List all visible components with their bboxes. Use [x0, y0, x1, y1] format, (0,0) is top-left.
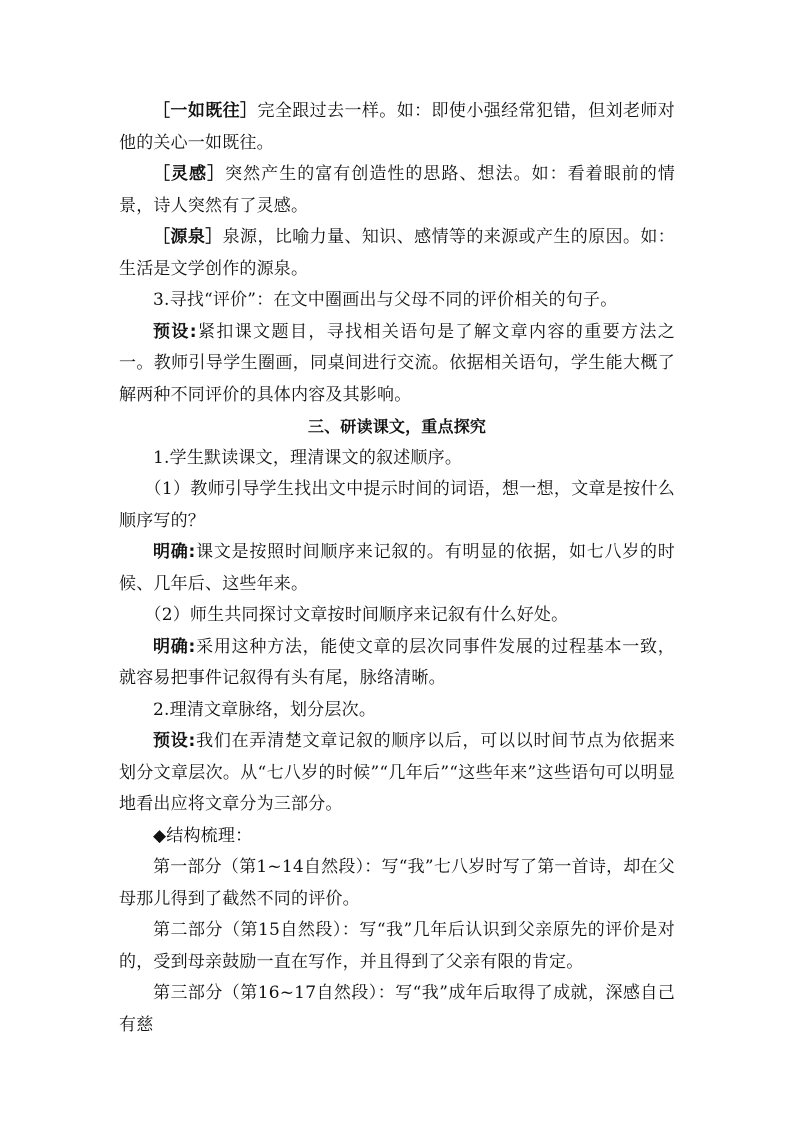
- vocab-definition: 泉源，比喻力量、知识、感情等的来源或产生的原因。如：生活是文学创作的源泉。: [119, 227, 675, 279]
- structure-part-3: 第三部分（第16~17自然段）：写“我”成年后取得了成就，深感自己有慈: [119, 983, 675, 1035]
- vocab-entry-yuanquan: [119, 222, 675, 285]
- sub-task-1: （1）教师引导学生找出文中提示时间的词语，想一想，文章是按什么顺序写的？: [119, 479, 675, 531]
- structure-part-2: 第二部分（第15自然段）：写“我”几年后认识到父亲原先的评价是对的，受到母亲鼓励一直在写作，并且得到了父亲有限的肯定。: [119, 920, 675, 972]
- preset-label: 预设:: [153, 321, 197, 342]
- preset-text: 紧扣课文题目，寻找相关语句是了解文章内容的重要方法之一。教师引导学生圈画，同桌间进行交流。依据相关语句，学生能大概了解两种不同评价的具体内容及其影响。: [119, 321, 676, 405]
- document-body: [119, 96, 675, 1041]
- preset-text: 我们在弄清楚文章记叙的顺序以后，可以以时间节点为依据来划分文章层次。从“七八岁的时候”“几年后”“这些年来”这些语句可以明显地看出应将文章分为三部分。: [119, 731, 675, 814]
- vocab-definition: 突然产生的富有创造性的思路、想法。如：看着眼前的情景，诗人突然有了灵感。: [119, 164, 675, 216]
- vocab-term: ［源泉］: [153, 227, 223, 247]
- preset-paragraph: [119, 317, 675, 412]
- vocab-definition: 完全跟过去一样。如：即使小强经常犯错，但刘老师对他的关心一如既往。: [119, 101, 675, 153]
- sub-task-2: （2）师生共同探讨文章按时间顺序来记叙有什么好处。: [144, 605, 569, 625]
- clarify-text: 课文是按照时间顺序来记叙的。有明显的依据，如七八岁的时候、几年后、这些年来。: [119, 542, 675, 594]
- clarify-label: 明确:: [153, 542, 196, 562]
- clarify-paragraph: [119, 537, 675, 600]
- clarify-label: 明确:: [153, 636, 196, 657]
- section-heading: 三、研读课文，重点探究: [307, 417, 487, 436]
- preset-paragraph: [119, 726, 675, 821]
- task-find-evaluation: 3.寻找“评价”：在文中圈画出与父母不同的评价相关的句子。: [153, 290, 618, 310]
- clarify-text: 采用这种方法，能使文章的层次同事件发展的过程基本一致，就容易把事件记叙得有头有尾，脉络清晰。: [119, 636, 675, 688]
- task-silent-reading: 1.学生默读课文，理清课文的叙述顺序。: [153, 447, 463, 468]
- preset-label: 预设:: [153, 731, 196, 751]
- structure-part-1: 第一部分（第1~14自然段）：写“我”七八岁时写了第一首诗，却在父母那儿得到了截然不同的评价。: [119, 857, 675, 909]
- vocab-term: ［一如既往］: [153, 101, 258, 121]
- clarify-paragraph: [119, 632, 675, 695]
- vocab-entry-yirujiwang: [119, 96, 675, 159]
- vocab-term: ［灵感］: [153, 164, 226, 184]
- task-structure: 2.理清文章脉络，划分层次。: [153, 699, 377, 720]
- structure-title: ◆结构梳理：: [153, 825, 253, 846]
- vocab-entry-linggan: [119, 159, 675, 222]
